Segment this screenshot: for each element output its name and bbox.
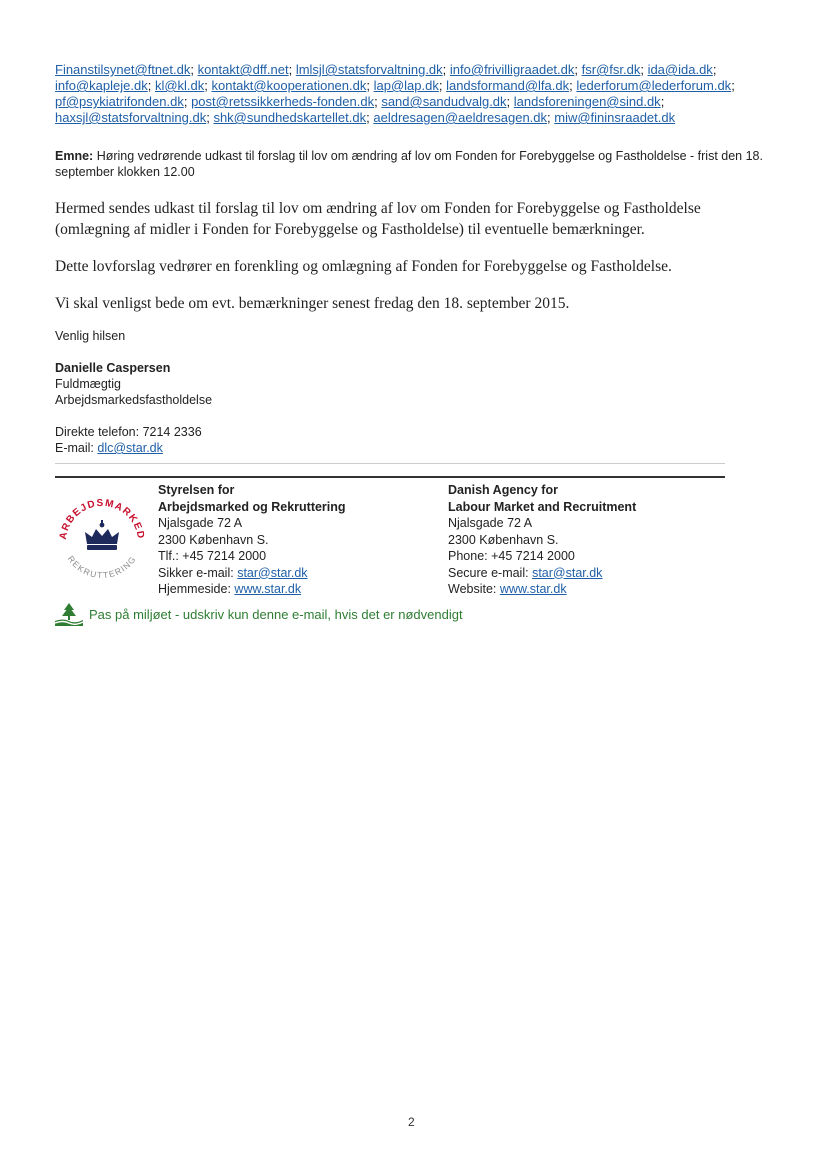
secure-email-en (448, 565, 636, 582)
address-street-en: Njalsgade 72 A (448, 516, 533, 530)
address-street-da: Njalsgade 72 A (158, 516, 243, 530)
recipient-email-link[interactable]: Finanstilsynet@ftnet.dk (55, 62, 191, 77)
email-link[interactable]: dlc@star.dk (97, 441, 163, 455)
recipient-separator: ; (147, 78, 155, 93)
recipient-email-link[interactable]: kl@kl.dk (154, 78, 205, 93)
tree-icon (55, 602, 83, 626)
recipient-separator: ; (204, 78, 212, 93)
recipient-email-link[interactable]: sand@sandudvalg.dk (381, 94, 507, 109)
website-link-da[interactable]: www.star.dk (234, 582, 302, 596)
recipient-separator: ; (731, 78, 735, 93)
direct-phone (55, 424, 202, 440)
recipient-list (55, 62, 785, 126)
email-subject (55, 148, 785, 180)
recipient-separator: ; (547, 110, 555, 125)
logo-text-top: ARBEJDSMARKED (57, 497, 147, 541)
eco-notice (55, 602, 463, 626)
recipient-separator: ; (506, 94, 514, 109)
recipient-email-link[interactable]: landsformand@lfa.dk (446, 78, 570, 93)
secure-email-label-en: Secure e-mail: (448, 565, 529, 580)
recipient-separator: ; (574, 62, 582, 77)
recipient-email-link[interactable]: miw@fininsraadet.dk (554, 110, 676, 125)
signature-email (55, 440, 163, 456)
recipient-email-link[interactable]: info@kapleje.dk (55, 78, 148, 93)
recipient-email-link[interactable]: fsr@fsr.dk (581, 62, 641, 77)
recipient-separator: ; (712, 62, 717, 77)
recipient-email-link[interactable]: haxsjl@statsforvaltning.dk (55, 110, 207, 125)
recipient-email-link[interactable]: pf@psykiatrifonden.dk (55, 94, 184, 109)
recipient-email-link[interactable]: lmlsjl@statsforvaltning.dk (295, 62, 443, 77)
address-city-da: 2300 København S. (158, 532, 269, 547)
recipient-separator: ; (366, 78, 374, 93)
body-paragraph-1: Hermed sendes udkast til forslag til lov om ændring af lov om Fonden for Forebyggelse og Fastholdelse (omlægning af midler i Fonden for Forebyggelse og Fastholdelse) til eventuelle bemærkninger. (55, 200, 701, 238)
recipient-separator: ; (569, 78, 577, 93)
recipient-email-link[interactable]: ida@ida.dk (647, 62, 713, 77)
secure-email-da (158, 565, 346, 582)
eco-notice-text: Pas på miljøet - udskriv kun denne e-mail, hvis det er nødvendigt (89, 606, 463, 622)
secure-email-link-en[interactable]: star@star.dk (532, 565, 603, 580)
divider-thick (55, 476, 725, 478)
website-label-en: Website: (448, 582, 497, 596)
recipient-separator: ; (190, 62, 198, 77)
signature-title: Fuldmægtig (55, 377, 121, 391)
website-da (158, 581, 346, 598)
signature-name: Danielle Caspersen (55, 361, 171, 375)
phone-label: Direkte telefon: (55, 425, 140, 439)
website-link-en[interactable]: www.star.dk (499, 582, 567, 596)
recipient-separator: ; (640, 62, 648, 77)
body-paragraph-2: Dette lovforslag vedrører en forenkling og omlægning af Fonden for Forebyggelse og Fastholdelse. (55, 258, 672, 275)
footer-english (448, 482, 636, 598)
agency-name-da-1: Styrelsen for (158, 483, 235, 497)
phone-da: Tlf.: +45 7214 2000 (158, 549, 267, 563)
agency-name-en-2: Labour Market and Recruitment (448, 499, 637, 514)
recipient-email-link[interactable]: lap@lap.dk (373, 78, 439, 93)
recipient-email-link[interactable]: landsforeningen@sind.dk (513, 94, 661, 109)
crown-icon (85, 520, 119, 550)
recipient-email-link[interactable]: kontakt@kooperationen.dk (211, 78, 367, 93)
website-label-da: Hjemmeside: (158, 582, 231, 596)
recipient-separator: ; (206, 110, 214, 125)
greeting: Venlig hilsen (55, 329, 126, 343)
email-label: E-mail: (55, 441, 94, 455)
subject-text: Høring vedrørende udkast til forslag til lov om ændring af lov om Fonden for Forebyggelse og Fastholdelse - frist den 18. september klokken 12.00 (55, 149, 763, 179)
logo-text-bottom: REKRUTTERING (65, 553, 139, 581)
website-en (448, 581, 636, 598)
recipient-email-link[interactable]: shk@sundhedskartellet.dk (213, 110, 367, 125)
recipient-email-link[interactable]: lederforum@lederforum.dk (576, 78, 732, 93)
recipient-separator: ; (438, 78, 447, 93)
recipient-separator: ; (660, 94, 665, 109)
recipient-separator: ; (442, 62, 450, 77)
signature-department: Arbejdsmarkedsfastholdelse (55, 393, 213, 407)
agency-name-da-2: Arbejdsmarked og Rekruttering (158, 499, 346, 514)
agency-logo (52, 486, 152, 586)
recipient-email-link[interactable]: kontakt@dff.net (197, 62, 289, 77)
secure-email-label-da: Sikker e-mail: (158, 565, 234, 580)
footer-danish (158, 482, 346, 598)
subject-label: Emne: (55, 149, 94, 163)
body-paragraph-3: Vi skal venligst bede om evt. bemærkninger senest fredag den 18. september 2015. (55, 295, 570, 312)
recipient-separator: ; (374, 94, 382, 109)
secure-email-link-da[interactable]: star@star.dk (237, 565, 308, 580)
recipient-email-link[interactable]: aeldresagen@aeldresagen.dk (373, 110, 548, 125)
divider-thin (55, 463, 725, 464)
recipient-separator: ; (288, 62, 296, 77)
agency-name-en-1: Danish Agency for (448, 483, 558, 497)
address-city-en: 2300 København S. (448, 532, 559, 547)
phone-en: Phone: +45 7214 2000 (448, 549, 575, 563)
recipient-separator: ; (183, 94, 192, 109)
recipient-email-link[interactable]: info@frivilligraadet.dk (449, 62, 575, 77)
page-number: 2 (408, 1115, 415, 1129)
recipient-email-link[interactable]: post@retssikkerheds-fonden.dk (191, 94, 375, 109)
phone-value: 7214 2336 (142, 425, 202, 439)
recipient-separator: ; (366, 110, 374, 125)
